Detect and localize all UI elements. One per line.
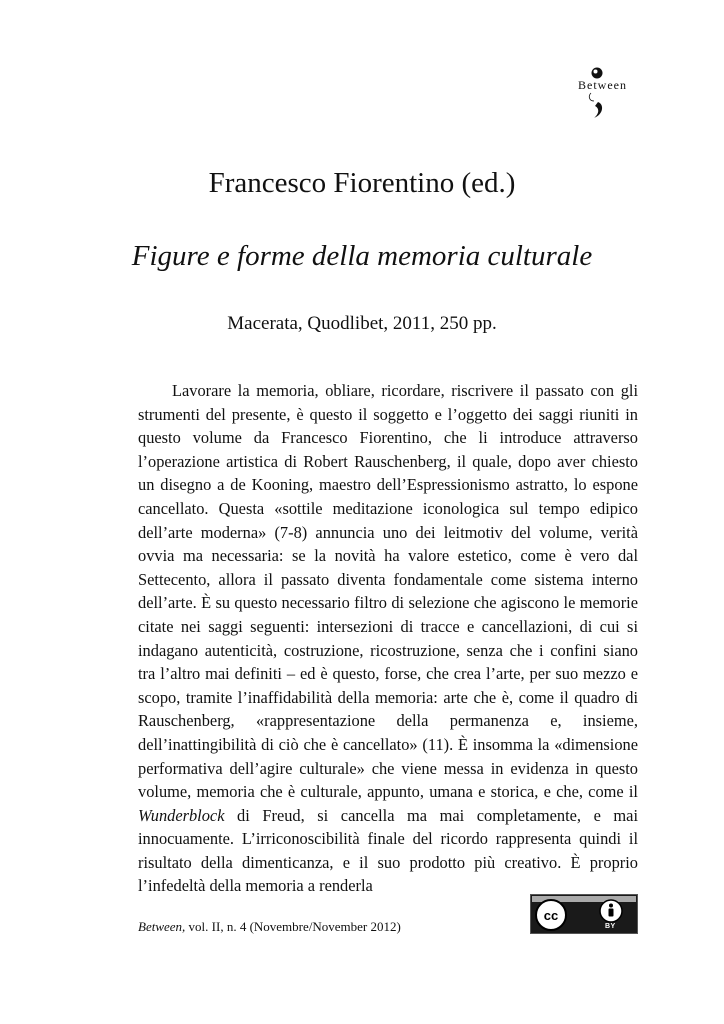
issue-info: vol. II, n. 4 (Novembre/November 2012) — [185, 919, 401, 934]
svg-text:cc: cc — [543, 908, 559, 923]
cc-by-label: BY — [605, 923, 616, 930]
review-body — [138, 379, 638, 898]
cc-by-license-icon — [531, 895, 639, 935]
logo-wordmark: Between — [578, 78, 627, 92]
journal-logo — [574, 66, 644, 122]
semicolon-logo-icon — [574, 66, 644, 122]
book-author: Francesco Fiorentino (ed.) — [208, 167, 516, 199]
cc-by-license-badge[interactable] — [530, 894, 638, 934]
journal-name: Between, — [138, 919, 186, 934]
book-title: Figure e forme della memoria culturale — [131, 240, 593, 272]
review-paragraph — [138, 379, 638, 898]
paragraph-text-part1: Lavorare la memoria, obliare, ricordare, riscrivere il passato con gli strumenti del presente, è questo il soggetto e l’oggetto dei saggi riuniti in questo volume da Francesco Fiorentino, che li introduce attraverso l’operazione artistica di Robert Rauschenberg, il quale, dopo aver chiesto un disegno a de Kooning, maestro dell’Espressionismo astratto, lo espone cancellato. Questa «sottile meditazione iconologica sul tempo edipico dell’arte moderna» (7-8) annuncia uno dei leitmotiv del volume, verità ovvia ma necessaria: se la novità ha valore estetico, come è vero dal Settecento, allora il passato diventa fondamentale come sistema interno dell’arte. È su questo necessario filtro di selezione che agiscono le memorie citate nei saggi seguenti: intersezioni di tracce e cancellazioni, di cui si indagano autenticità, costruzione, ricostruzione, senza che i confini siano tra l’altro mai definiti – ed è questo, forse, che crea l’arte, per suo mezzo e scopo, tramite l’inaffidabilità della memoria: arte che è, come il quadro di Rauschenberg, «rappresentazione della permanenza e, insieme, dell’inattingibilità di ciò che è cancellato» (11). È insomma la «dimensione performativa dell’agire culturale» che viene messa in evidenza in questo volume, memoria che è culturale, appunto, umana e storica, e che, come il — [138, 381, 638, 802]
footer-citation — [138, 919, 401, 935]
publication-info: Macerata, Quodlibet, 2011, 250 pp. — [227, 313, 497, 334]
paragraph-text-part2: di Freud, si cancella ma mai completamente, e mai innocuamente. L’irriconoscibilità finale del ricordo rappresenta quindi il risultato della dimenticanza, e il suo prodotto più creativo. È proprio l’infedeltà della memoria a renderla — [138, 805, 638, 896]
italic-term: Wunderblock — [138, 805, 225, 825]
